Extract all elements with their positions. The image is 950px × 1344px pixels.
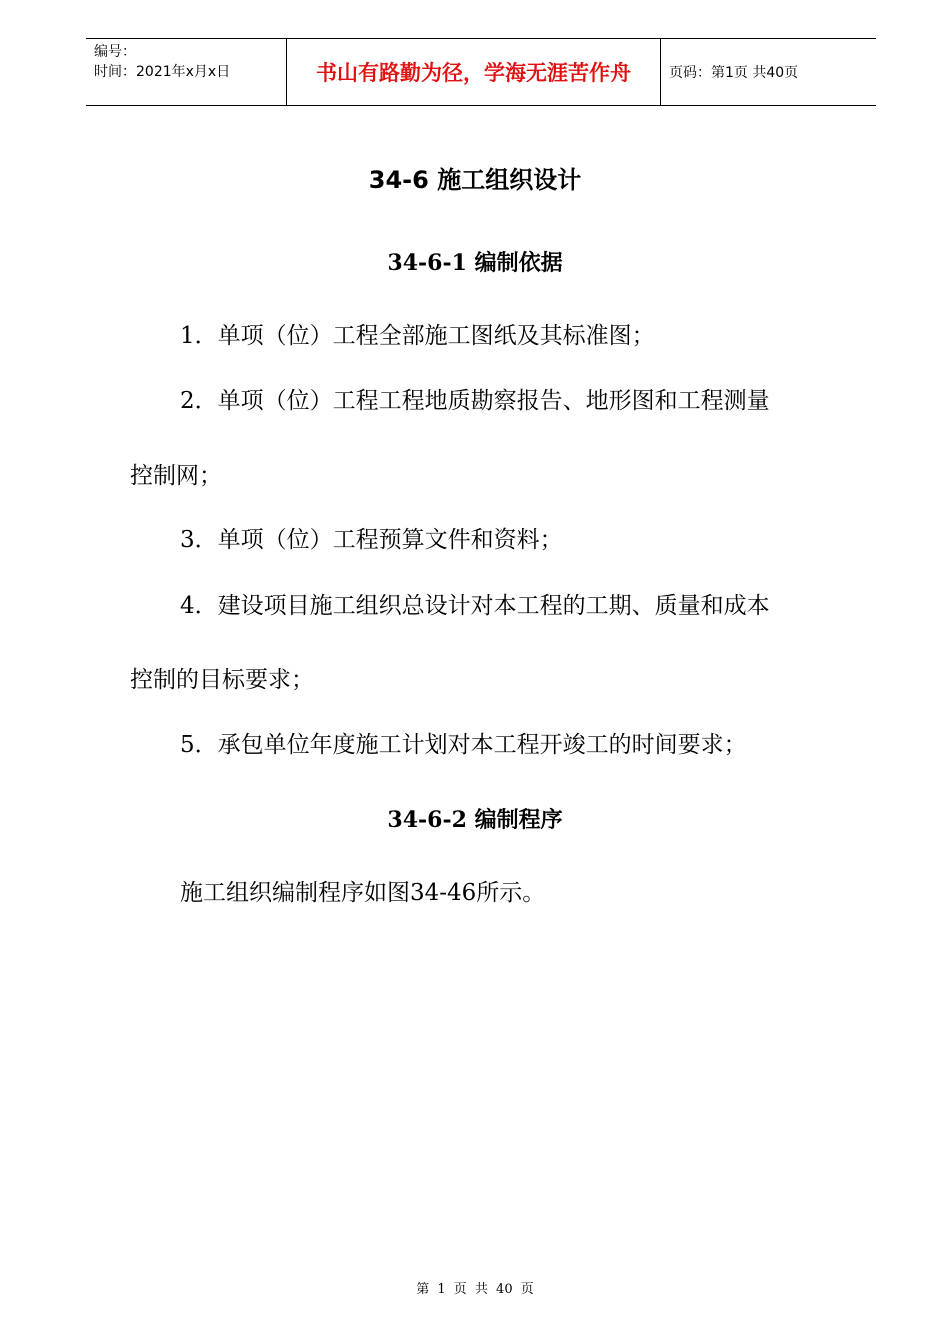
header-page-info: 页码：第1页 共40页 bbox=[669, 65, 799, 81]
section-title-procedure: 34-6-2 编制程序 bbox=[387, 807, 563, 833]
list-item: 3．单项（位）工程预算文件和资料； bbox=[180, 527, 563, 553]
header-meta bbox=[86, 39, 287, 105]
section-title-basis: 34-6-1 编制依据 bbox=[387, 250, 563, 276]
list-item: 4．建设项目施工组织总设计对本工程的工期、质量和成本 bbox=[180, 593, 770, 619]
page-footer: 第 1 页 共 40 页 bbox=[416, 1282, 534, 1297]
document-number-label: 编号： bbox=[94, 44, 136, 60]
page-header bbox=[86, 38, 876, 106]
document-title: 34-6 施工组织设计 bbox=[368, 166, 582, 194]
list-item: 5．承包单位年度施工计划对本工程开竣工的时间要求； bbox=[180, 732, 747, 758]
document-time-label: 时间：2021年x月x日 bbox=[94, 64, 231, 80]
list-item-continuation: 控制的目标要求； bbox=[130, 667, 314, 693]
header-motto: 书山有路勤为径，学海无涯苦作舟 bbox=[287, 39, 661, 105]
list-item-continuation: 控制网； bbox=[130, 463, 222, 489]
list-item: 1．单项（位）工程全部施工图纸及其标准图； bbox=[180, 323, 655, 349]
list-item: 2．单项（位）工程工程地质勘察报告、地形图和工程测量 bbox=[180, 388, 770, 414]
body-paragraph: 施工组织编制程序如图34-46所示。 bbox=[180, 880, 546, 906]
